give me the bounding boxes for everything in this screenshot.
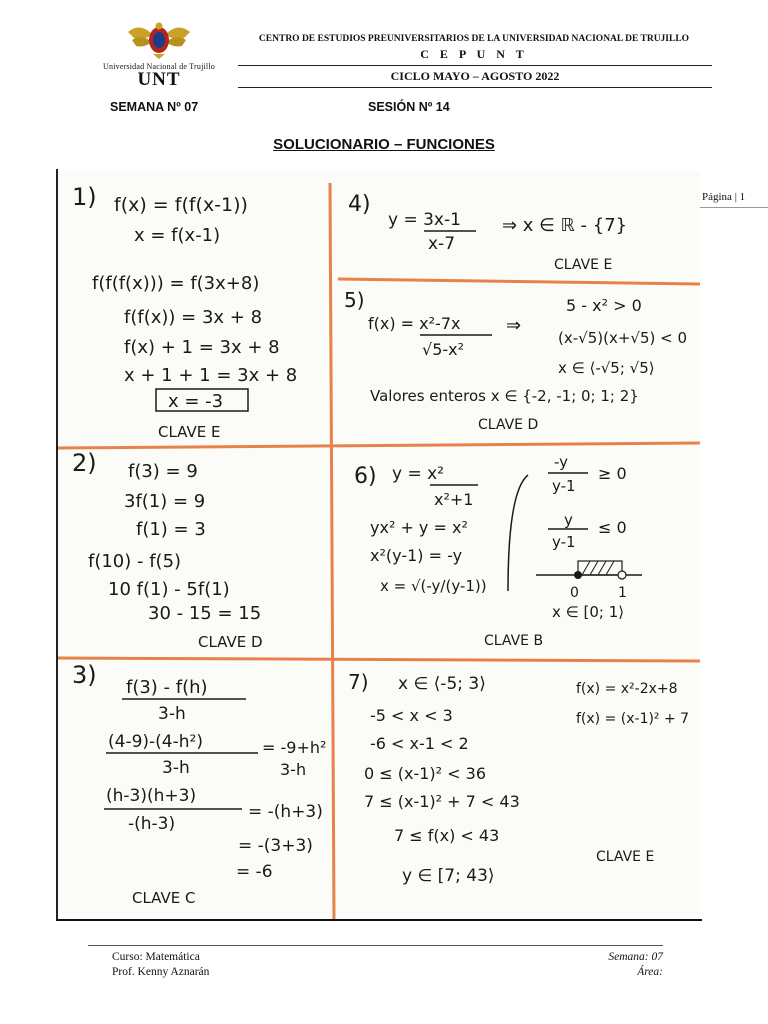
- solution-number: 4): [348, 192, 371, 217]
- solution-line: x-7: [428, 234, 456, 254]
- solution-line: ≥ 0: [598, 464, 627, 483]
- footer-area: Área:: [637, 966, 663, 978]
- horizontal-divider: [338, 279, 700, 284]
- solution-line: f(x) = f(f(x-1)): [114, 194, 248, 216]
- solution-number: 5): [344, 288, 365, 312]
- solution-line: = -(h+3): [248, 802, 323, 822]
- sheet-canvas: [58, 171, 700, 919]
- solution-line: 5 - x² > 0: [566, 296, 642, 315]
- page-title-text: SOLUCIONARIO – FUNCIONES: [273, 136, 495, 153]
- clave-label: CLAVE E: [158, 423, 221, 441]
- solution-line: = -(3+3): [238, 836, 313, 856]
- solution-line: -6 < x-1 < 2: [370, 734, 469, 753]
- solution-1: [72, 183, 297, 441]
- solution-line: x²+1: [434, 490, 474, 509]
- solution-line: 3f(1) = 9: [124, 491, 206, 512]
- solution-line: ⇒ x ∈ ℝ - {7}: [502, 215, 628, 236]
- clave-label: CLAVE D: [198, 633, 263, 651]
- solution-line: -(h-3): [128, 814, 176, 834]
- solution-line: x = √(-y/(y-1)): [380, 577, 487, 595]
- solution-line: (h-3)(h+3): [106, 786, 197, 806]
- solution-line: 10 f(1) - 5f(1): [108, 579, 230, 600]
- solution-2: [72, 449, 263, 651]
- clave-label: CLAVE C: [132, 889, 196, 907]
- footer-curso: Curso: Matemática: [112, 951, 200, 963]
- solution-line: Valores enteros x ∈ {-2, -1; 0; 1; 2}: [370, 387, 639, 405]
- solution-line: 0 ≤ (x-1)² < 36: [364, 764, 487, 783]
- solution-line: x ∈ ⟨-√5; √5⟩: [558, 359, 655, 377]
- footer-prof: Prof. Kenny Aznarán: [112, 966, 210, 978]
- university-name: Universidad Nacional de Trujillo: [103, 62, 215, 71]
- solution-line: f(x) = x²-2x+8: [576, 681, 678, 697]
- solution-line: f(x) = (x-1)² + 7: [576, 711, 690, 727]
- footer-divider: [88, 945, 663, 946]
- solution-number: 7): [348, 670, 369, 694]
- sheet-bottom-edge: [56, 919, 702, 921]
- clave-label: CLAVE E: [554, 257, 613, 273]
- solution-line: f(3) - f(h): [126, 677, 208, 698]
- solution-line: x + 1 + 1 = 3x + 8: [124, 365, 298, 386]
- solution-line: 3-h: [162, 758, 190, 778]
- solution-line: 0: [570, 585, 579, 601]
- solution-line: √5-x²: [422, 340, 465, 359]
- solution-line: f(x) = x²-7x: [368, 314, 461, 333]
- page-title: [0, 136, 768, 153]
- solution-line: 1: [618, 585, 627, 601]
- footer-semana: Semana: 07: [608, 951, 663, 963]
- solution-line: ≤ 0: [598, 518, 627, 537]
- solution-line: (4-9)-(4-h²): [108, 732, 203, 752]
- unt-crest-icon: [126, 20, 192, 60]
- solution-line: 3-h: [280, 760, 307, 779]
- solution-line: y ∈ [7; 43⟩: [402, 866, 495, 886]
- solution-number: 6): [354, 464, 377, 489]
- solution-line: 7 ≤ f(x) < 43: [394, 826, 500, 845]
- clave-label: CLAVE D: [478, 417, 539, 433]
- solution-line: x ∈ ⟨-5; 3⟩: [398, 674, 486, 694]
- center-abbr: C E P U N T: [420, 47, 528, 61]
- solution-line: x²(y-1) = -y: [370, 546, 463, 565]
- page-number: Página | 1: [702, 191, 746, 203]
- unt-logo: [86, 20, 232, 89]
- solution-line: y = 3x-1: [388, 210, 461, 230]
- solution-number: 3): [72, 661, 97, 689]
- solution-line: ⇒: [506, 315, 522, 336]
- solution-line: = -9+h²: [262, 738, 327, 757]
- solution-line: y-1: [552, 533, 576, 551]
- solution-line: yx² + y = x²: [370, 518, 468, 537]
- solution-4: [348, 192, 627, 273]
- solution-6: [354, 453, 642, 649]
- center-name: CENTRO DE ESTUDIOS PREUNIVERSITARIOS DE LA UNIVERSIDAD NACIONAL DE TRUJILLO: [258, 34, 690, 44]
- sesion-label: SESIÓN Nº 14: [368, 100, 450, 114]
- clave-label: CLAVE B: [484, 633, 544, 649]
- clave-label: CLAVE E: [596, 849, 655, 865]
- university-abbr: UNT: [137, 69, 181, 90]
- solution-line: -5 < x < 3: [370, 706, 453, 725]
- cycle-label: CICLO MAYO – AGOSTO 2022: [390, 69, 560, 83]
- solution-line: 3-h: [158, 704, 186, 724]
- solution-line: y: [564, 511, 573, 529]
- solution-line: f(f(x)) = 3x + 8: [124, 307, 263, 328]
- solution-line: f(10) - f(5): [88, 551, 182, 572]
- solution-line: y-1: [552, 477, 576, 495]
- solution-line: (x-√5)(x+√5) < 0: [558, 329, 687, 347]
- solution-line: f(1) = 3: [136, 519, 206, 540]
- solution-line: y = x²: [392, 464, 444, 484]
- vertical-divider: [330, 183, 334, 919]
- solution-5: [344, 288, 687, 433]
- solution-line: 30 - 15 = 15: [148, 603, 262, 624]
- solution-line: f(f(f(x))) = f(3x+8): [92, 273, 260, 294]
- solution-line: x ∈ [0; 1⟩: [552, 603, 625, 621]
- solution-3: [72, 661, 326, 907]
- solution-number: 2): [72, 449, 97, 477]
- semana-label: SEMANA Nº 07: [110, 100, 199, 114]
- solution-line: = -6: [236, 862, 273, 882]
- header-divider: [238, 65, 712, 66]
- header-divider: [238, 87, 712, 88]
- solution-line: f(x) + 1 = 3x + 8: [124, 337, 280, 358]
- horizontal-divider: [58, 443, 700, 448]
- solution-line: -y: [554, 453, 569, 471]
- solution-number: 1): [72, 183, 97, 211]
- horizontal-divider: [58, 658, 700, 661]
- solution-7: [348, 670, 689, 886]
- solution-line: f(3) = 9: [128, 461, 198, 482]
- solution-line: x = f(x-1): [134, 225, 221, 246]
- solution-line: x = -3: [168, 391, 224, 412]
- handwritten-sheet: [58, 171, 700, 919]
- solution-line: 7 ≤ (x-1)² + 7 < 43: [364, 792, 520, 811]
